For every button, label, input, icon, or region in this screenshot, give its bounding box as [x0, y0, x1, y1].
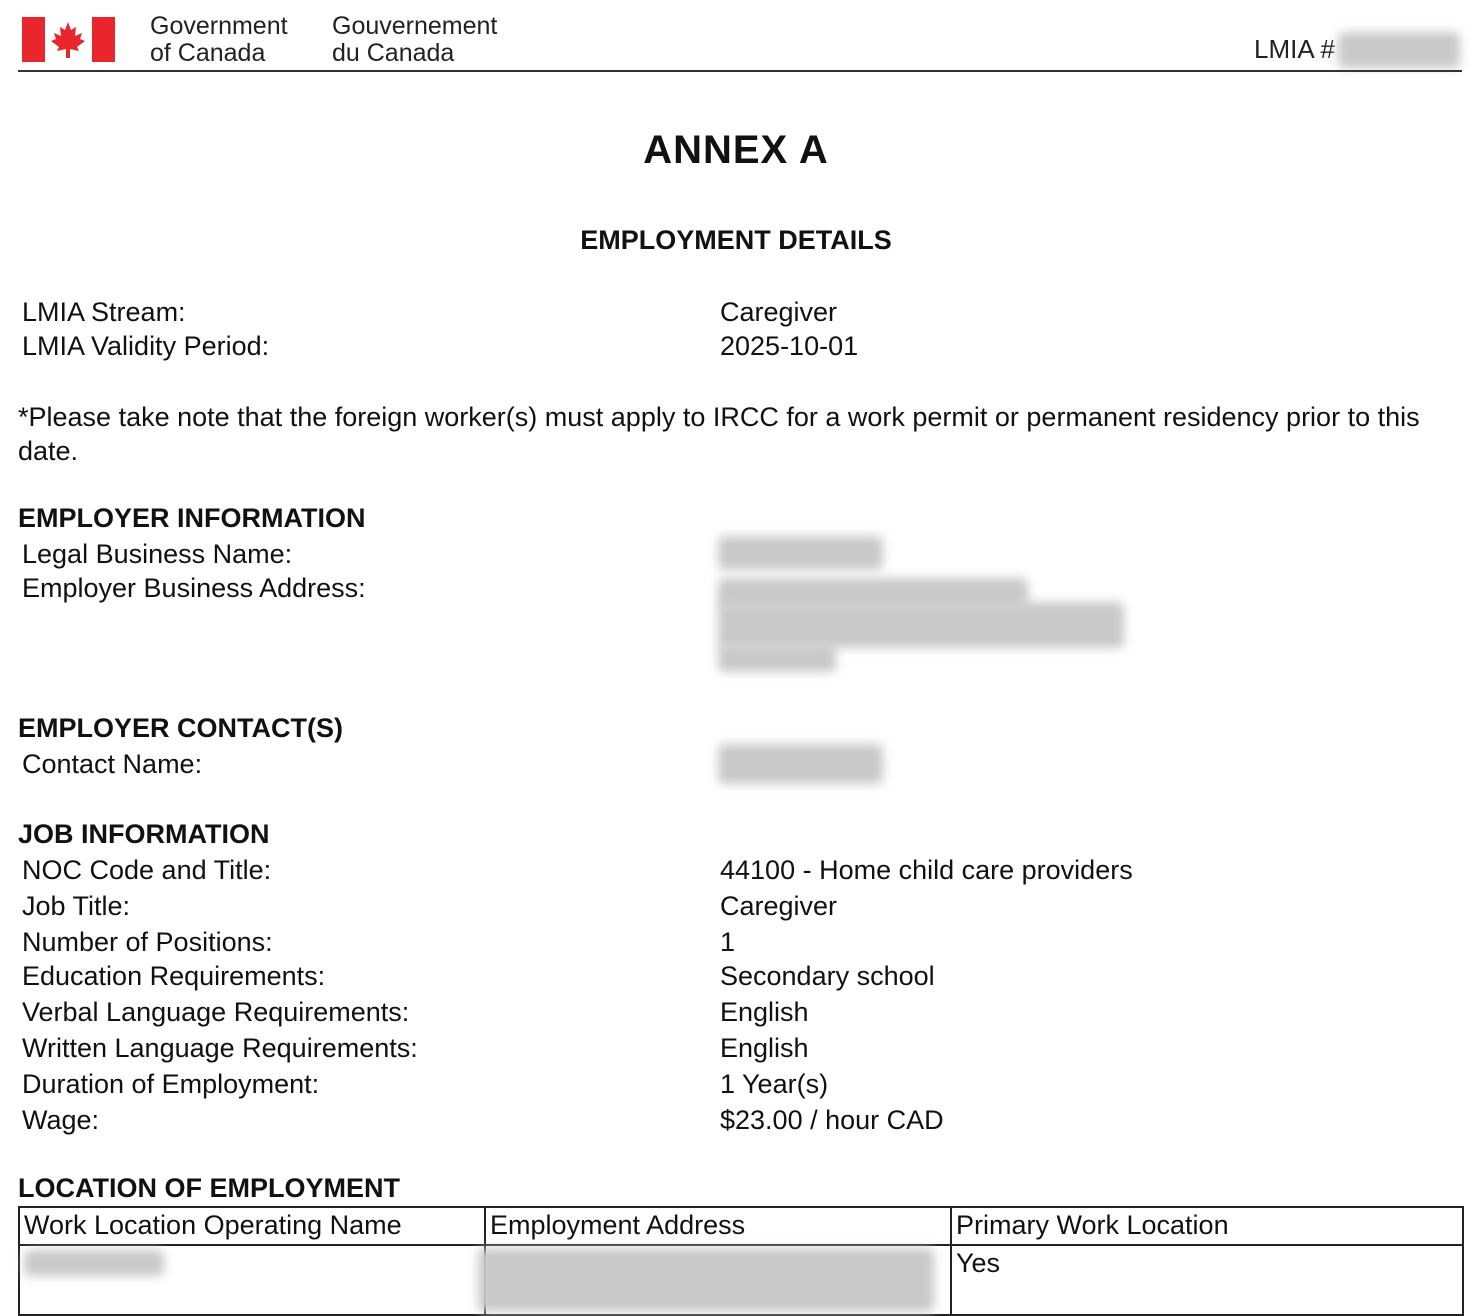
wage-label: Wage: [22, 1105, 100, 1135]
written-language-label: Written Language Requirements: [22, 1033, 418, 1063]
cell-operating-name [19, 1245, 485, 1315]
education-value: Secondary school [720, 961, 935, 991]
verbal-language-value: English [720, 997, 809, 1027]
redacted-employment-address [478, 1248, 934, 1312]
verbal-language-label: Verbal Language Requirements: [22, 997, 410, 1027]
job-title-value: Caregiver [720, 891, 838, 921]
header-divider [18, 70, 1462, 72]
redacted-address-line2 [718, 602, 1124, 648]
table-row [19, 1245, 1463, 1315]
document-subtitle: EMPLOYMENT DETAILS [580, 225, 892, 255]
positions-label: Number of Positions: [22, 927, 273, 957]
job-info-heading: JOB INFORMATION [18, 819, 270, 849]
contact-name-label: Contact Name: [22, 749, 203, 779]
lmia-validity-value: 2025-10-01 [720, 331, 859, 361]
gov-name-en [150, 13, 288, 67]
noc-value: 44100 - Home child care providers [720, 855, 1133, 885]
cell-employment-address [485, 1245, 951, 1315]
gov-en-line2: of Canada [150, 39, 266, 67]
lmia-stream-value: Caregiver [720, 297, 838, 327]
gov-fr-line2: du Canada [332, 39, 455, 67]
location-table [18, 1206, 1464, 1316]
employer-info-heading: EMPLOYER INFORMATION [18, 503, 366, 533]
duration-value: 1 Year(s) [720, 1069, 829, 1099]
col-employment-address: Employment Address [485, 1207, 951, 1245]
lmia-reference-label: LMIA # [1254, 34, 1335, 64]
redacted-operating-name [24, 1250, 164, 1276]
employer-address-label: Employer Business Address: [22, 573, 366, 603]
lmia-validity-label: LMIA Validity Period: [22, 331, 270, 361]
maple-leaf-icon [49, 20, 87, 60]
employer-contacts-heading: EMPLOYER CONTACT(S) [18, 713, 343, 743]
redacted-business-name [718, 536, 883, 570]
lmia-stream-label: LMIA Stream: [22, 297, 186, 327]
col-operating-name: Work Location Operating Name [19, 1207, 485, 1245]
duration-label: Duration of Employment: [22, 1069, 320, 1099]
written-language-value: English [720, 1033, 809, 1063]
gov-name-fr [332, 13, 497, 67]
noc-label: NOC Code and Title: [22, 855, 272, 885]
gov-en-line1: Government [150, 12, 288, 40]
education-label: Education Requirements: [22, 961, 326, 991]
job-title-label: Job Title: [22, 891, 131, 921]
flag-left-bar [22, 17, 45, 62]
gov-fr-line1: Gouvernement [332, 12, 498, 40]
table-header-row [19, 1207, 1463, 1245]
redacted-lmia-number [1338, 32, 1460, 68]
wage-value: $23.00 / hour CAD [720, 1105, 944, 1135]
redacted-contact-name [718, 744, 883, 784]
positions-value: 1 [720, 927, 736, 957]
document-title: ANNEX A [643, 128, 829, 172]
redacted-address-line3 [718, 644, 836, 672]
col-primary-location: Primary Work Location [951, 1207, 1463, 1245]
legal-business-name-label: Legal Business Name: [22, 539, 293, 569]
cell-primary-location: Yes [951, 1245, 1463, 1315]
work-permit-note: *Please take note that the foreign worker(s) must apply to IRCC for a work permit or permanent residency prior to this date. [18, 402, 1420, 466]
location-heading: LOCATION OF EMPLOYMENT [18, 1173, 400, 1203]
flag-right-bar [92, 17, 115, 62]
